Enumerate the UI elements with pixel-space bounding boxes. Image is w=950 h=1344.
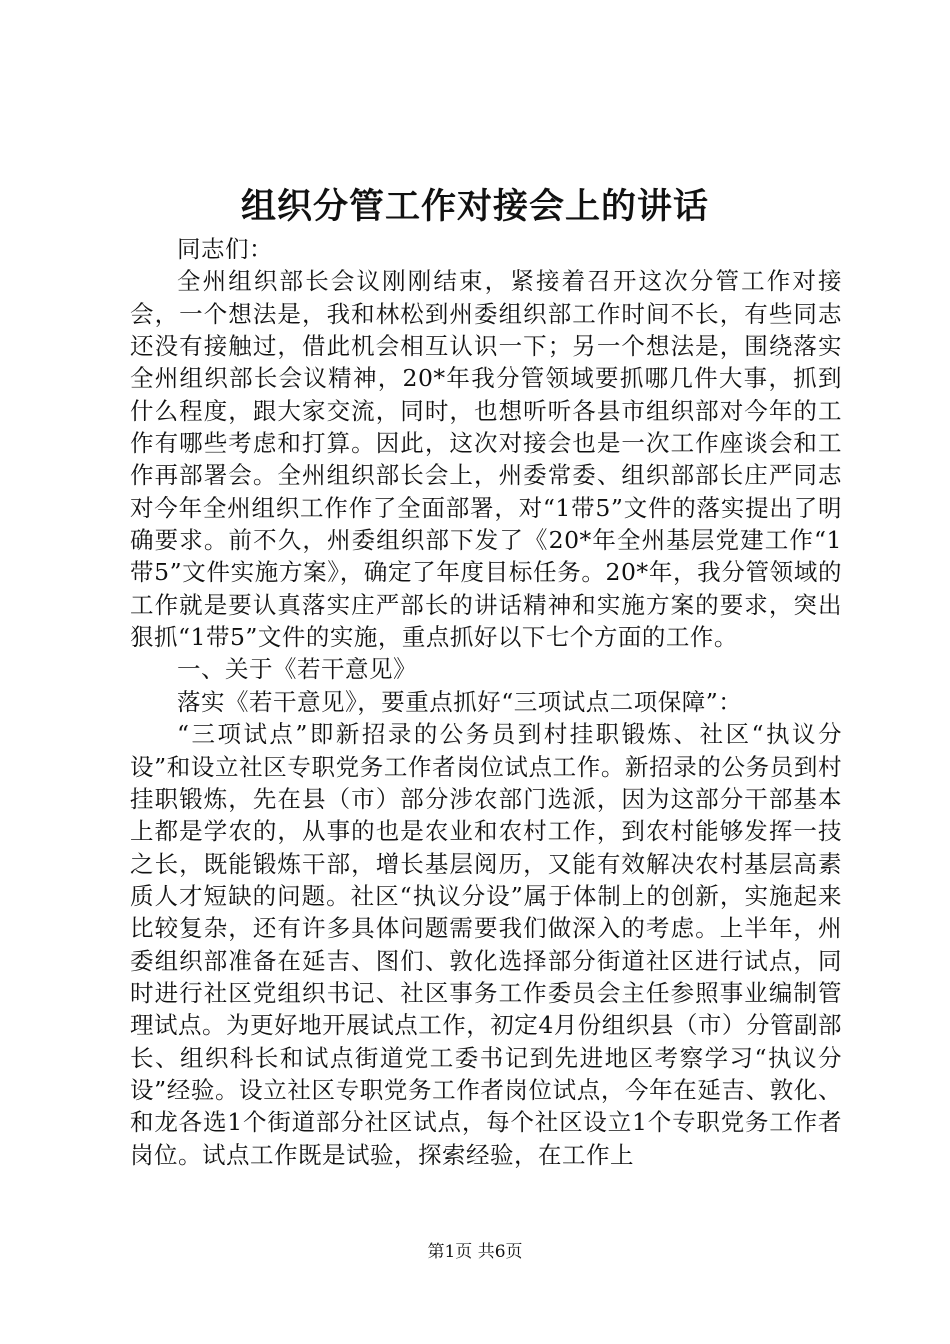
section-heading-1: 一、关于《若干意见》: [177, 655, 417, 684]
paragraph-three-pilots: “三项试点”即新招录的公务员到村挂职锻炼、社区“执议分设”和设立社区专职党务工作者岗位试点工作。新招录的公务员到村挂职锻炼，先在县（市）部分涉农部门选派，因为这部分干部基本上都是学农的，从事的也是农业和农村工作，到农村能够发挥一技之长，既能锻炼干部，增长基层阅历，又能有效解决农村基层高素质人才短缺的问题。社区“执议分设”属于体制上的创新，实施起来比较复杂，还有许多具体问题需要我们做深入的考虑。上半年，州委组织部准备在延吉、图们、敦化选择部分街道社区进行试点，同时进行社区党组织书记、社区事务工作委员会主任参照事业编制管理试点。为更好地开展试点工作，初定4月份组织县（市）分管副部长、组织科长和试点街道党工委书记到先进地区考察学习“执议分设”经验。设立社区专职党务工作者岗位试点，今年在延吉、敦化、和龙各选1个街道部分社区试点，每个社区设立1个专职党务工作者岗位。试点工作既是试验，探索经验，在工作上: [130, 720, 842, 1169]
paragraph-section-1-lead: 落实《若干意见》，要重点抓好“三项试点二项保障”：: [177, 687, 743, 716]
salutation: 同志们：: [177, 235, 273, 263]
document-title: 组织分管工作对接会上的讲话: [240, 186, 709, 227]
document-body: [130, 233, 842, 1171]
page-footer: 第1页 共6页: [427, 1242, 523, 1262]
paragraph-intro: 全州组织部长会议刚刚结束，紧接着召开这次分管工作对接会，一个想法是，我和林松到州委组织部工作时间不长，有些同志还没有接触过，借此机会相互认识一下；另一个想法是，围绕落实全州组织部长会议精神，20*年我分管领域要抓哪几件大事，抓到什么程度，跟大家交流，同时，也想听听各县市组织部对今年的工作有哪些考虑和打算。因此，这次对接会也是一次工作座谈会和工作再部署会。全州组织部长会上，州委常委、组织部部长庄严同志对今年全州组织工作作了全面部署，对“1带5”文件的落实提出了明确要求。前不久，州委组织部下发了《20*年全州基层党建工作“1带5”文件实施方案》，确定了年度目标任务。20*年，我分管领域的工作就是要认真落实庄严部长的讲话精神和实施方案的要求，突出狠抓“1带5”文件的实施，重点抓好以下七个方面的工作。: [130, 267, 842, 652]
